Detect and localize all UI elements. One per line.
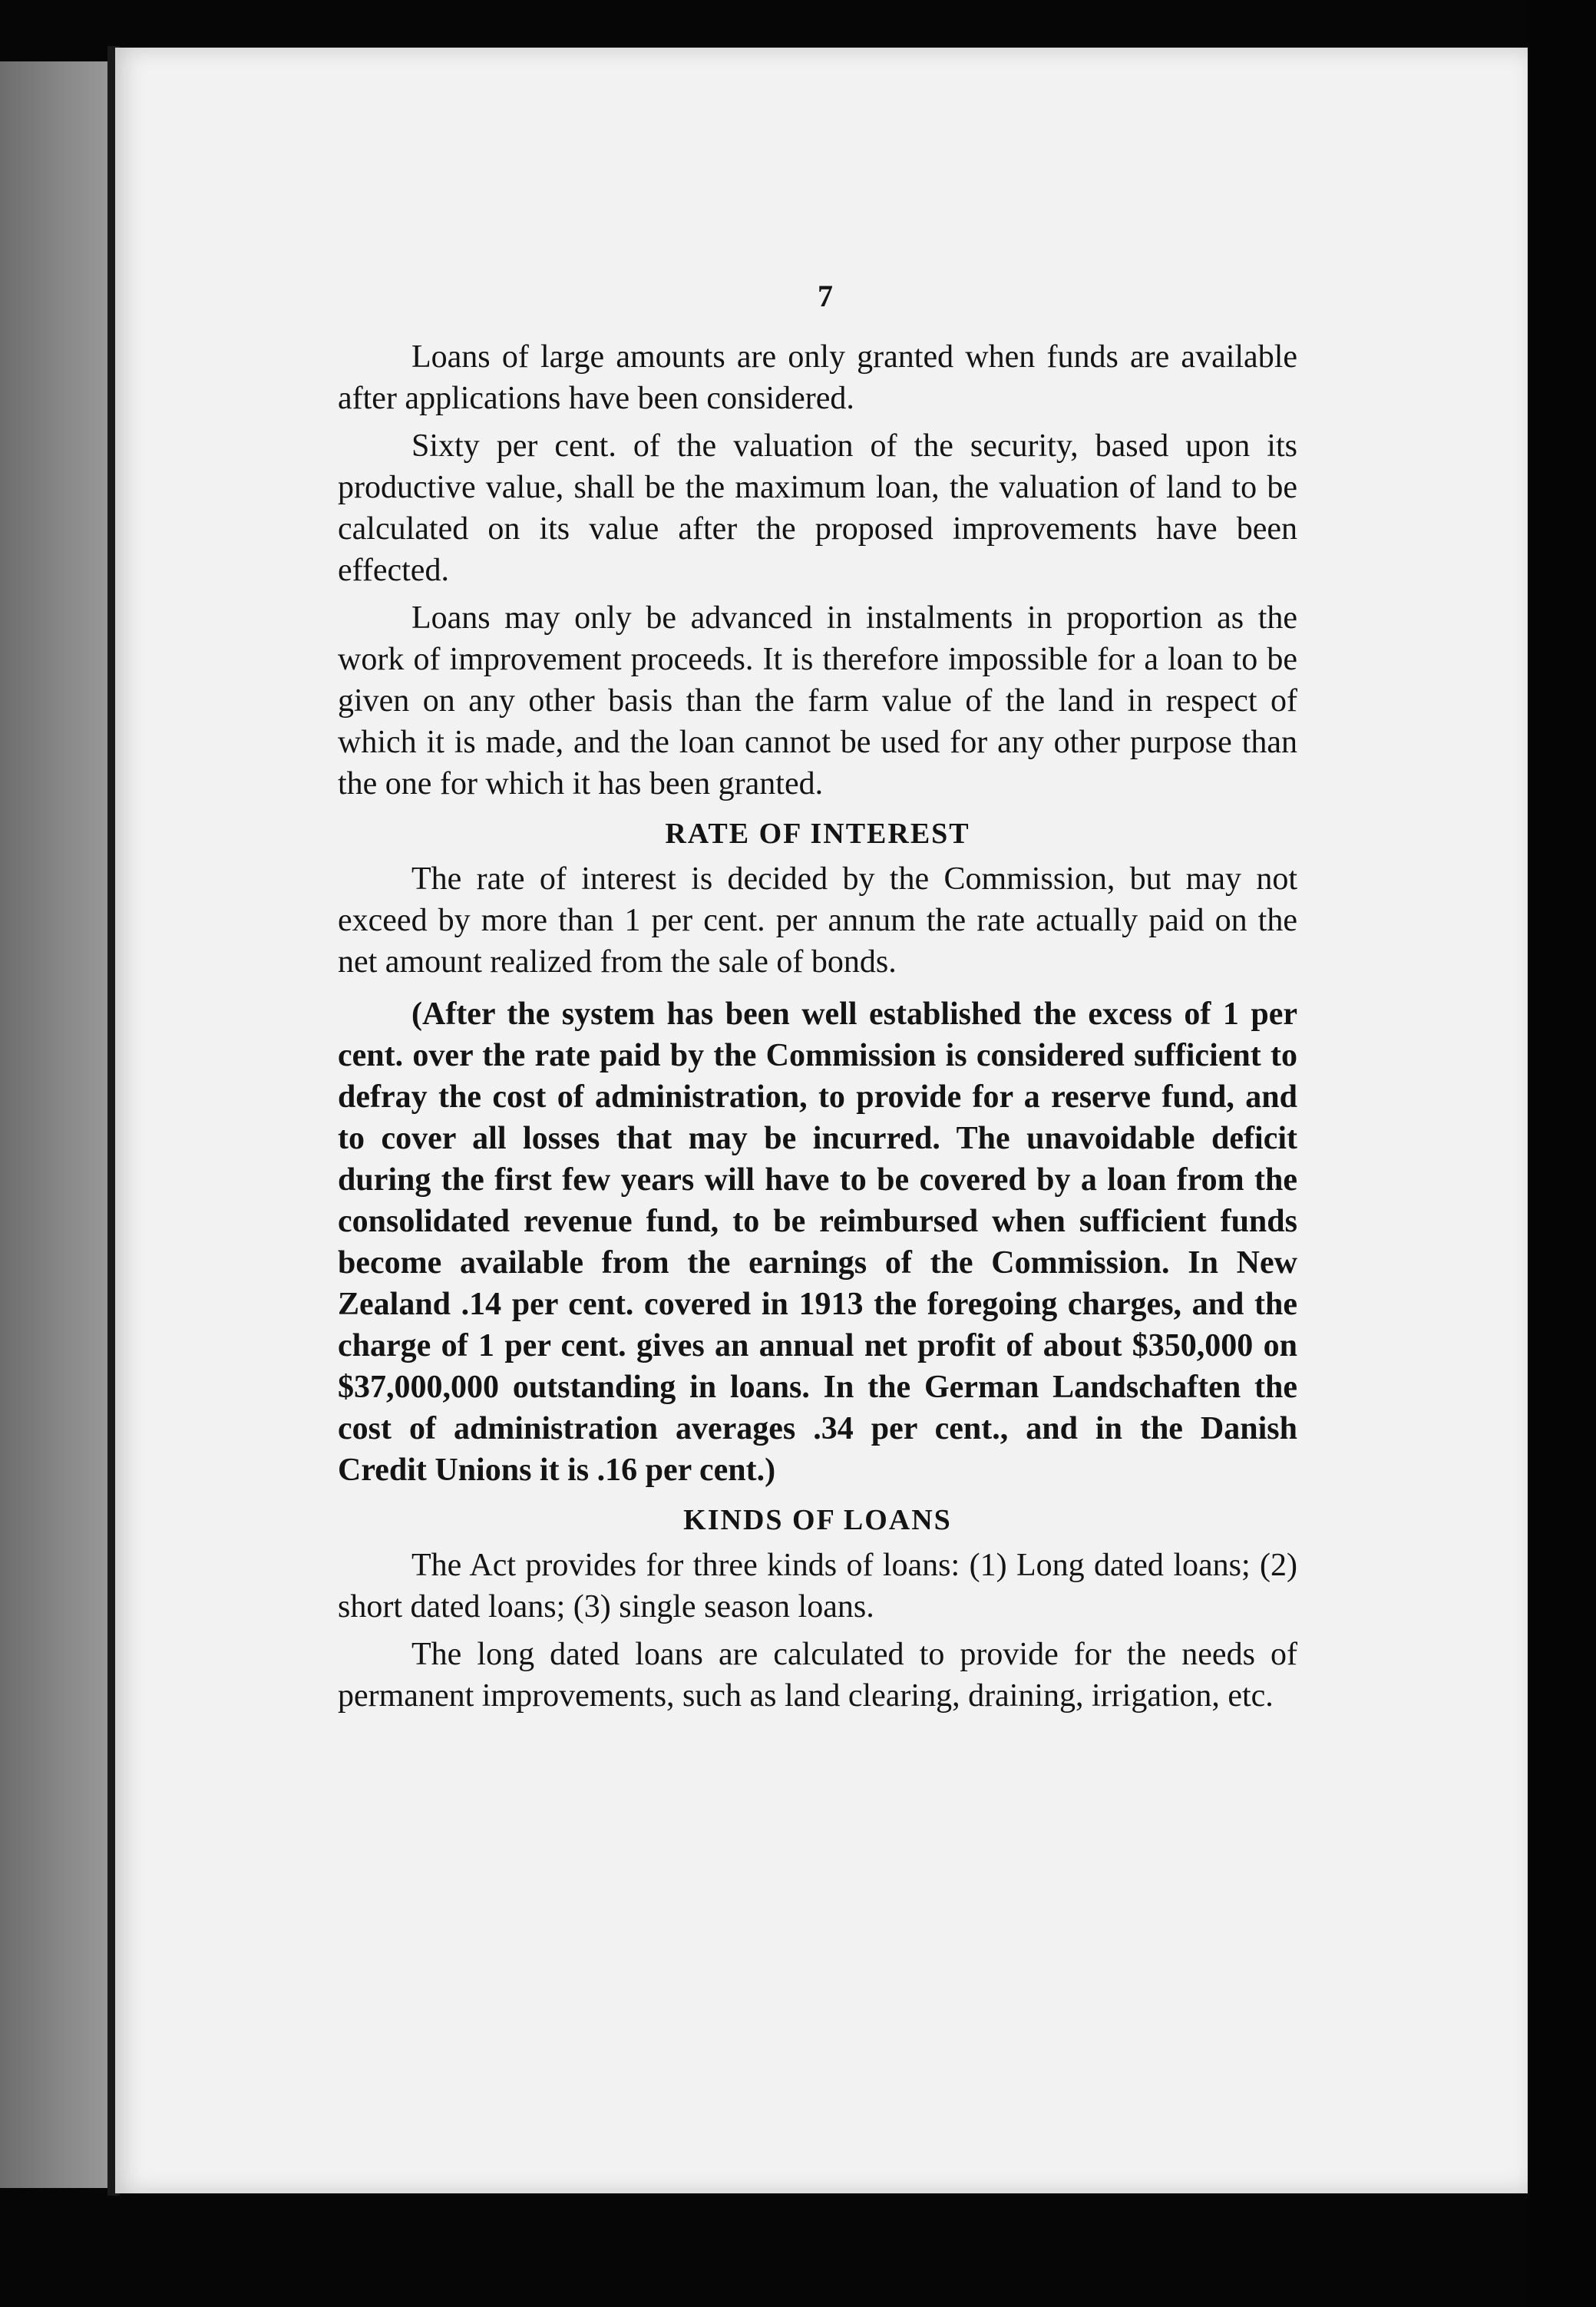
paragraph-three-kinds: The Act provides for three kinds of loans: (1) Long dated loans; (2) short dated loans; (3) single season loans.: [338, 1548, 1297, 1624]
paragraph-sixty-per-cent: Sixty per cent. of the valuation of the security, based upon its productive value, shall be the maximum loan, the valuation of land to be calculated on its value after the proposed improvements have been effected.: [338, 428, 1297, 588]
scan-border: [1528, 0, 1596, 2307]
heading-kinds-of-loans: KINDS OF LOANS: [683, 1504, 952, 1536]
paragraph-large-loans: Loans of large amounts are only granted when funds are available after applications have been considered.: [338, 339, 1297, 416]
page-body: [338, 336, 1297, 1723]
heading-rate-of-interest: RATE OF INTEREST: [665, 818, 970, 850]
paragraph-administration-note: (After the system has been well established the excess of 1 per cent. over the rate paid by the Commission is considered sufficient to defray the cost of administration, to provide for a reserve fund, and to cover all losses that may be incurred. The unavoidable deficit during the first few years will have to be covered by a loan from the consolidated revenue fund, to be reimbursed when sufficient funds become available from the earnings of the Commission. In New Zealand .14 per cent. covered in 1913 the foregoing charges, and the charge of 1 per cent. gives an annual net profit of about $350,000 on $37,000,000 outstanding in loans. In the German Landschaften the cost of administration averages .34 per cent., and in the Danish Credit Unions it is .16 per cent.): [338, 997, 1297, 1488]
paragraph-rate-of-interest: The rate of interest is decided by the Commission, but may not exceed by more than 1 per cent. per annum the rate actually paid on the net amount realized from the sale of bonds.: [338, 861, 1297, 980]
page-number: 7: [818, 279, 833, 313]
previous-page-edge: [0, 61, 115, 2188]
paragraph-instalments: Loans may only be advanced in instalments in proportion as the work of improvement proceeds. It is therefore impossible for a loan to be given on any other basis than the farm value of the land in respect of which it is made, and the loan cannot be used for any other purpose than the one for which it has been granted.: [338, 600, 1297, 802]
paragraph-long-dated-loans: The long dated loans are calculated to provide for the needs of permanent improvements, such as land clearing, draining, irrigation, etc.: [338, 1637, 1297, 1714]
